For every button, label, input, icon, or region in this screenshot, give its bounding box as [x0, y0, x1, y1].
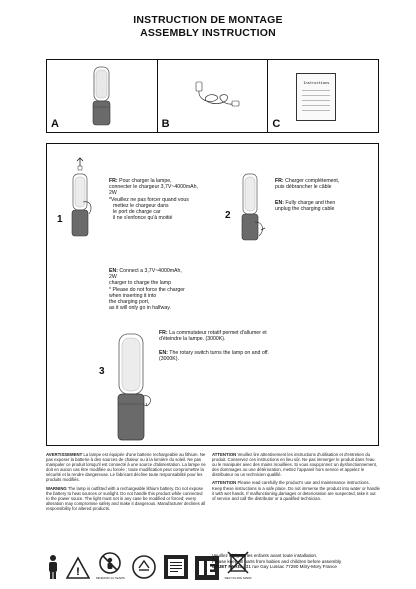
- warning-en-title: WARNING: [46, 485, 67, 491]
- attention-fr-title: ATTENTION: [212, 452, 237, 457]
- step-1-en-line: the charging port,: [109, 299, 150, 306]
- step-1-en-line: Connect a 3,7V~4000mAh,: [119, 268, 182, 274]
- step-2-fr-line: puis débrancher le câble: [275, 184, 332, 191]
- age-caption: MINIMUM 14 YEARS: [96, 576, 125, 580]
- step-1-fr-line: *Veuillez ne pas forcer quand vous: [109, 196, 189, 203]
- part-c-label: C: [272, 118, 281, 130]
- part-b-label: B: [161, 118, 170, 130]
- step-1-number: 1: [57, 214, 63, 225]
- step-1-fr-line: mettez le chargeur dans: [113, 202, 169, 209]
- step-1-illustration: [63, 152, 103, 262]
- steps-box: [46, 143, 379, 446]
- attention-en-body: Please read carefully the product's use and maintenance instructions. Keep these instructions in a safe place. Do not immerse the product into water or handle it with wet hands. If malfunctioning,damages or deterioration are suspected, take it out of service and call the distributor or a qualified technician.: [212, 480, 380, 501]
- step-1-fr-line: il ne s'enfonce qu'à moitié: [113, 215, 173, 222]
- manual-line: [302, 95, 330, 96]
- manual-line: [302, 110, 330, 111]
- manual-line: [302, 90, 330, 91]
- step-3-en-line: (3000K).: [159, 356, 179, 363]
- warnings-right: [212, 452, 380, 504]
- step-2-fr-line: Charger complètement,: [285, 178, 340, 184]
- step-1-text-en: [109, 268, 185, 311]
- step-1-fr-tag: FR:: [109, 178, 118, 184]
- manual-line: [302, 100, 330, 101]
- manual-label: Instructions: [303, 81, 330, 85]
- step-3-text-en: [159, 350, 269, 362]
- step-3-fr-line: La commutateur rotatif permet d'allumer et: [169, 330, 267, 336]
- step-3-text-fr: [159, 330, 267, 342]
- step-3-fr-tag: FR:: [159, 330, 168, 336]
- age-restriction-icon: [96, 551, 125, 580]
- warning-fr-title: AVERTISSEMENT: [46, 452, 83, 457]
- title-en: ASSEMBLY INSTRUCTION: [140, 27, 276, 39]
- step-2-fr-tag: FR:: [275, 178, 284, 184]
- step-2-text-en: [275, 200, 335, 212]
- step-1-en-line: * Please do not force the charger: [109, 286, 185, 293]
- warning-fr-body: La lampe est équipée d'une batterie rechargeable au lithium. Ne pas exposer la batterie à des sources de chaleur ou à la lumière du soleil. Ne pas manipuler ce produit lorsqu'il est connecté à une source d'alimentation. La lampe ne doit en aucun cas être modifiée ou forcée ; toute modification peut compromettre la sécurité et la rendre dangereuse. Le fabricant décline toute responsabilité pour les produits modifiés.: [46, 452, 206, 483]
- step-3-illustration: [109, 332, 159, 452]
- manual-icon: [296, 73, 336, 121]
- person-icon: [46, 554, 60, 580]
- step-1-en-line: when inserting it into: [109, 292, 157, 299]
- step-1-fr-line: le port de charge car: [113, 209, 161, 216]
- parts-box: [46, 59, 379, 133]
- step-1-en-tag: EN:: [109, 268, 118, 274]
- title-fr: INSTRUCTION DE MONTAGE: [133, 14, 283, 26]
- part-c: [268, 60, 378, 132]
- step-1-fr-line: Pour charger la lampe,: [119, 178, 172, 184]
- svg-text:!: !: [76, 566, 80, 578]
- attention-fr-body: Veuillez lire attentivement les instructions d'utilisation et d'entretien du produit. Conservez ces instructions en lieu sûr. Ne pas immerger le produit dans l'eau ou le manipuler avec des mains mouillées. Si vous soupçonnez un dysfonctionnement, des dommages ou une détérioration, mettez l'appareil hors service et appelez le distributeur ou un technicien qualifié.: [212, 452, 378, 478]
- footer-text: [212, 553, 382, 570]
- step-1-fr-line: connecter le chargeur 3,7V~4000mAh,: [109, 184, 198, 191]
- warning-triangle-icon: [66, 556, 90, 580]
- step-2-text-fr: [275, 178, 339, 190]
- lamp-icon: [47, 60, 157, 134]
- step-3-en-line: The rotary switch turns the lamp on and off.: [169, 350, 269, 356]
- step-1-text-fr: [109, 178, 198, 221]
- part-a: [47, 60, 158, 132]
- step-1-en-line: charger to charge the lamp: [109, 280, 171, 287]
- warnings-left: [46, 452, 206, 514]
- part-b: [158, 60, 269, 132]
- step-1-fr-line: 2W: [109, 190, 117, 197]
- address-text: | 31 rue Gay Lussac 77290 Mitry-Mory France: [243, 564, 337, 570]
- step-1-en-line: 2W: [109, 274, 117, 281]
- warning-en: [46, 486, 206, 511]
- footer-line-fr: Veuillez éloigner les enfants avant toute installation.: [212, 553, 318, 558]
- read-manual-icon: [163, 554, 189, 580]
- attention-en-title: ATTENTION: [212, 480, 237, 486]
- weee-caption: RECYCLING MARK: [224, 576, 252, 580]
- warning-fr: [46, 452, 206, 483]
- step-2-number: 2: [225, 210, 231, 221]
- manual-line: [302, 105, 330, 106]
- attention-fr: [212, 452, 380, 477]
- step-2-en-tag: EN:: [275, 200, 284, 206]
- footer-address: [212, 564, 382, 570]
- step-2-illustration: [231, 170, 271, 270]
- recycle-icon: [131, 554, 157, 580]
- step-2-en-line: Fully charge and then: [285, 200, 336, 206]
- page-title: [0, 14, 416, 40]
- brand-name: OPJET PARIS: [212, 564, 243, 570]
- warning-en-body: The lamp is outfitted with a rechargeable lithium battery. Do not expose the battery to heat sources or sunlight. Do not handle this product while connected to the power souce. The light must not in any case be modified or forced; every alteration may compromise safety and make it dangerous. Manufacturer declines all responsibility for altered products.: [46, 485, 206, 511]
- step-3-number: 3: [99, 366, 105, 377]
- usb-cable-icon: [158, 60, 268, 134]
- step-1-en-line: as it will only go in halfway.: [109, 305, 171, 312]
- attention-en: [212, 480, 380, 500]
- part-a-label: A: [51, 118, 59, 130]
- step-3-en-tag: EN:: [159, 350, 168, 356]
- step-2-en-line: unplug the charging cable: [275, 206, 335, 213]
- step-3-fr-line: d'éteindre la lampe. (3000K).: [159, 336, 226, 343]
- footer-line-en: Please keep all parts from babies and children before assembly: [212, 558, 342, 564]
